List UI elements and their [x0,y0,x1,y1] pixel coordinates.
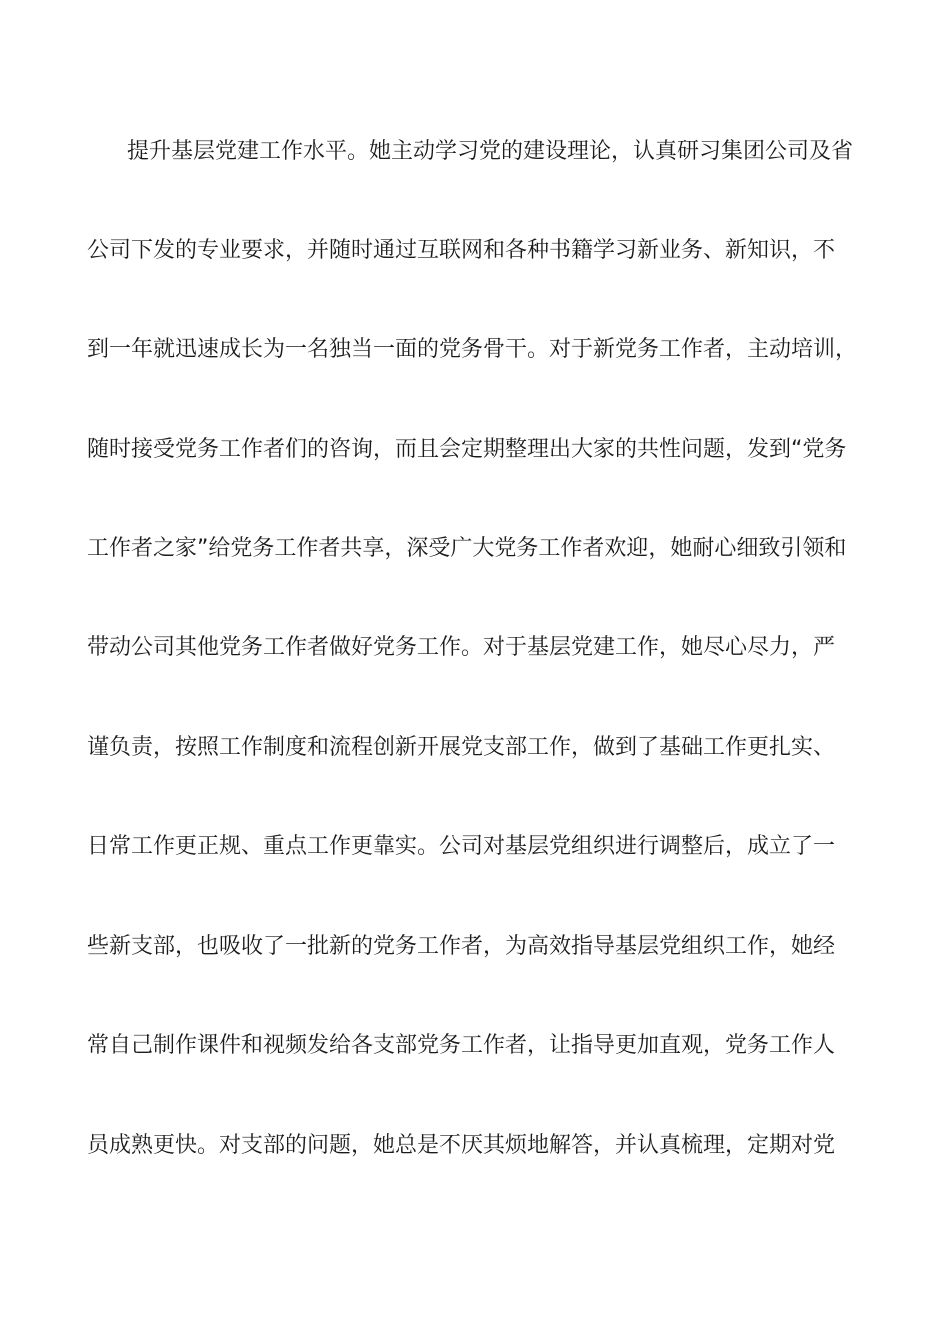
paragraph-line-1: 提升基层党建工作水平。她主动学习党的建设理论，认真研习集团公司及省 [127,139,854,164]
paragraph-line-3: 到一年就迅速成长为一名独当一面的党务骨干。对于新党务工作者，主动培训， [87,337,858,362]
paragraph-line-6: 带动公司其他党务工作者做好党务工作。对于基层党建工作，她尽心尽力，严 [87,635,836,660]
paragraph-line-4: 随时接受党务工作者们的咨询，而且会定期整理出大家的共性问题，发到“党务 [87,437,847,462]
paragraph-line-8: 日常工作更正规、重点工作更靠实。公司对基层党组织进行调整后，成立了一 [87,834,836,859]
paragraph-line-7: 谨负责，按照工作制度和流程创新开展党支部工作，做到了基础工作更扎实、 [87,735,836,760]
paragraph-line-5: 工作者之家”给党务工作者共享，深受广大党务工作者欢迎，她耐心细致引领和 [87,536,847,561]
paragraph-line-9: 些新支部，也吸收了一批新的党务工作者，为高效指导基层党组织工作，她经 [87,934,836,959]
paragraph-line-10: 常自己制作课件和视频发给各支部党务工作者，让指导更加直观，党务工作人 [87,1033,836,1058]
paragraph-line-11: 员成熟更快。对支部的问题，她总是不厌其烦地解答，并认真梳理，定期对党 [87,1133,836,1158]
paragraph-line-2: 公司下发的专业要求，并随时通过互联网和各种书籍学习新业务、新知识，不 [87,238,836,263]
